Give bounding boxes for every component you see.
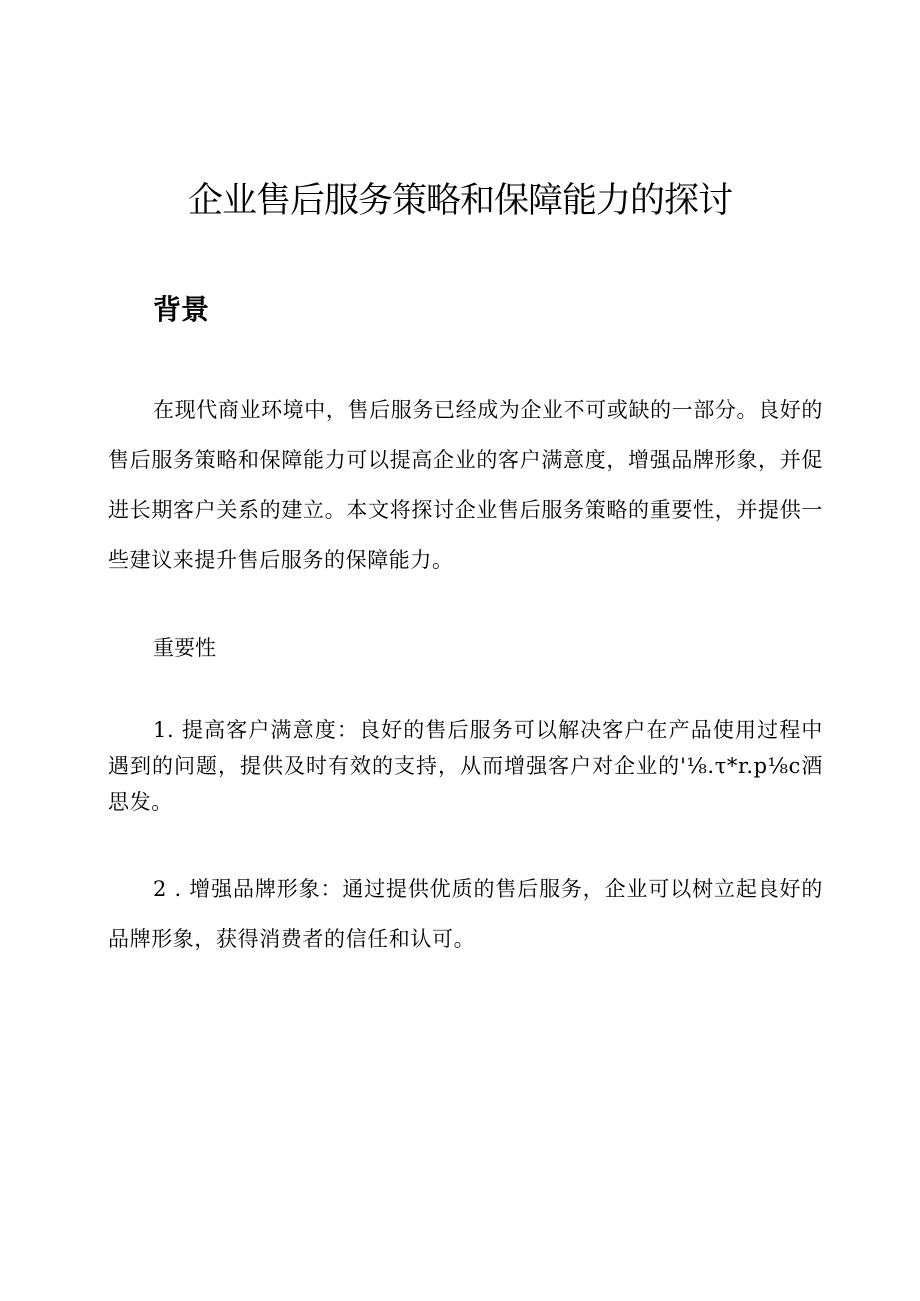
section-heading-importance: 重要性 <box>153 636 216 660</box>
importance-item-customer-satisfaction: 1. 提高客户满意度：良好的售后服务可以解决客户在产品使用过程中遇到的问题，提供及时有效的支持，从而增强客户对企业的'⅛.τ*r.p⅛c酒思发。 <box>108 718 823 814</box>
importance-item-brand-image: 2 . 增强品牌形象：通过提供优质的售后服务，企业可以树立起良好的品牌形象，获得消费者的信任和认可。 <box>108 877 823 951</box>
section-heading-background: 背景 <box>153 293 210 326</box>
document-title: 企业售后服务策略和保障能力的探讨 <box>187 181 732 221</box>
background-paragraph: 在现代商业环境中，售后服务已经成为企业不可或缺的一部分。良好的售后服务策略和保障能力可以提高企业的客户满意度，增强品牌形象，并促进长期客户关系的建立。本文将探讨企业售后服务策略的重要性，并提供一些建议来提升售后服务的保障能力。 <box>108 398 823 572</box>
